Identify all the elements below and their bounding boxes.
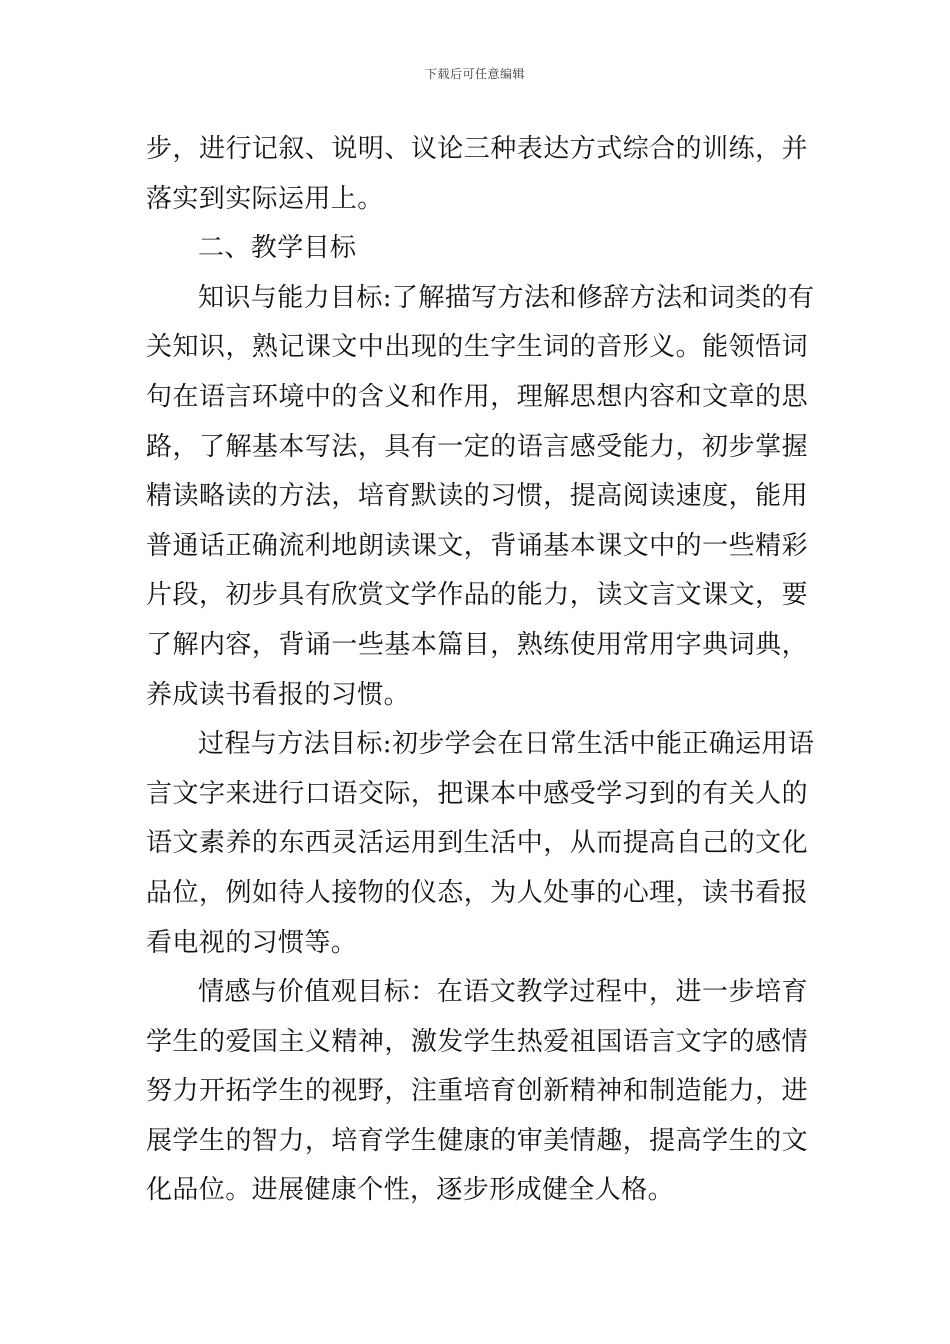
text-line: 化品位。进展健康个性，逐步形成健全人格。 <box>146 1175 675 1206</box>
text-line: 普通话正确流利地朗读课文，背诵基本课文中的一些精彩 <box>146 530 808 561</box>
document-body <box>146 125 815 1216</box>
text-line: 养成读书看报的习惯。 <box>146 679 411 710</box>
text-line: 落实到实际运用上。 <box>146 183 384 214</box>
text-line: 言文字来进行口语交际，把课本中感受学习到的有关人的 <box>146 778 808 809</box>
text-line: 情感与价值观目标：在语文教学过程中，进一步培育 <box>198 977 808 1008</box>
text-line: 精读略读的方法，培育默读的习惯，提高阅读速度，能用 <box>146 481 808 512</box>
paragraph-intro-continuation <box>146 125 808 224</box>
text-line: 过程与方法目标:初步学会在日常生活中能正确运用语 <box>198 729 815 760</box>
text-line: 展学生的智力，培育学生健康的审美情趣，提高学生的文 <box>146 1125 808 1156</box>
text-line: 知识与能力目标:了解描写方法和修辞方法和词类的有 <box>198 282 815 313</box>
text-line: 句在语言环境中的含义和作用，理解思想内容和文章的思 <box>146 381 808 412</box>
text-line: 了解内容，背诵一些基本篇目，熟练使用常用字典词典， <box>146 629 808 660</box>
paragraph-emotion-value-goals <box>146 968 808 1216</box>
text-line: 语文素养的东西灵活运用到生活中，从而提高自己的文化 <box>146 828 808 859</box>
text-line: 片段，初步具有欣赏文学作品的能力，读文言文课文，要 <box>146 580 808 611</box>
text-line: 品位，例如待人接物的仪态，为人处事的心理，读书看报 <box>146 877 808 908</box>
text-line: 看电视的习惯等。 <box>146 927 358 958</box>
text-line: 学生的爱国主义精神，激发学生热爱祖国语言文字的感情 <box>146 1026 808 1057</box>
text-line: 关知识，熟记课文中出现的生字生词的音形义。能领悟词 <box>146 332 808 363</box>
paragraph-process-method-goals <box>146 720 815 968</box>
text-line: 步，进行记叙、说明、议论三种表达方式综合的训练，并 <box>146 134 808 164</box>
text-line: 路，了解基本写法，具有一定的语言感受能力，初步掌握 <box>146 431 808 462</box>
section-heading-teaching-goals <box>146 224 808 274</box>
paragraph-knowledge-ability-goals <box>146 274 815 720</box>
page-header: 下载后可任意编辑 <box>424 67 525 81</box>
text-line: 努力开拓学生的视野，注重培育创新精神和制造能力，进 <box>146 1076 808 1107</box>
heading-line: 二、教学目标 <box>198 233 357 264</box>
